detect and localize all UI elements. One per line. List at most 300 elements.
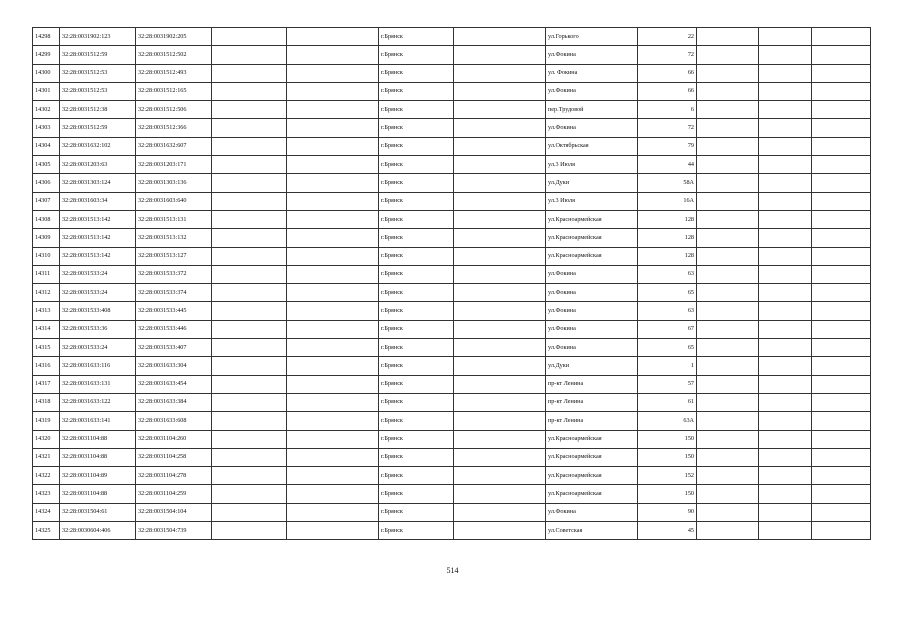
cell-blank-col-11: [759, 82, 812, 100]
cell-blank-col-4: [212, 137, 287, 155]
cell-blank-col-4: [212, 247, 287, 265]
cell-blank-col-7: [454, 137, 546, 155]
cell-blank-col-11: [759, 174, 812, 192]
cell-blank-col-10: [697, 284, 759, 302]
cell-blank-col-11: [759, 28, 812, 46]
cell-blank-col-5: [287, 229, 379, 247]
cell-city: г.Брянск: [379, 357, 454, 375]
cell-row-number: 14302: [33, 101, 60, 119]
cell-blank-col-10: [697, 82, 759, 100]
cell-cadastral-number: 32:28:0031512:59: [60, 119, 136, 137]
cell-blank-col-12: [812, 375, 871, 393]
cell-blank-col-10: [697, 265, 759, 283]
cell-blank-col-7: [454, 229, 546, 247]
cell-house-number: 61: [638, 393, 697, 411]
cell-blank-col-7: [454, 320, 546, 338]
cell-blank-col-11: [759, 284, 812, 302]
table-row: [33, 210, 871, 228]
table-row: [33, 265, 871, 283]
cell-row-number: 14304: [33, 137, 60, 155]
cell-blank-col-7: [454, 156, 546, 174]
cell-object-cadastral-number: 32:28:0031633:608: [136, 412, 212, 430]
cell-house-number: 90: [638, 503, 697, 521]
cell-blank-col-4: [212, 229, 287, 247]
cell-object-cadastral-number: 32:28:0031104:260: [136, 430, 212, 448]
table-row: [33, 503, 871, 521]
cell-blank-col-4: [212, 101, 287, 119]
cell-city: г.Брянск: [379, 430, 454, 448]
cell-street: ул.3 Июля: [546, 156, 638, 174]
cell-object-cadastral-number: 32:28:0031504:739: [136, 522, 212, 540]
cell-blank-col-12: [812, 522, 871, 540]
cell-blank-col-10: [697, 522, 759, 540]
cell-blank-col-5: [287, 393, 379, 411]
cell-object-cadastral-number: 32:28:0031633:454: [136, 375, 212, 393]
cell-object-cadastral-number: 32:28:0031512:366: [136, 119, 212, 137]
table-row: [33, 82, 871, 100]
cell-blank-col-4: [212, 265, 287, 283]
cell-cadastral-number: 32:28:0031633:131: [60, 375, 136, 393]
cell-blank-col-7: [454, 339, 546, 357]
cell-blank-col-7: [454, 284, 546, 302]
cell-blank-col-10: [697, 156, 759, 174]
cell-object-cadastral-number: 32:28:0031633:384: [136, 393, 212, 411]
cell-cadastral-number: 32:28:0030604:406: [60, 522, 136, 540]
cell-cadastral-number: 32:28:0031504:61: [60, 503, 136, 521]
cell-city: г.Брянск: [379, 485, 454, 503]
cell-row-number: 14301: [33, 82, 60, 100]
cell-blank-col-7: [454, 119, 546, 137]
cell-row-number: 14325: [33, 522, 60, 540]
cell-cadastral-number: 32:28:0031513:142: [60, 229, 136, 247]
cell-street: ул.Фокина: [546, 320, 638, 338]
cell-blank-col-7: [454, 448, 546, 466]
cell-blank-col-4: [212, 284, 287, 302]
cell-blank-col-4: [212, 430, 287, 448]
cell-object-cadastral-number: 32:28:0031512:506: [136, 101, 212, 119]
cell-city: г.Брянск: [379, 393, 454, 411]
table-row: [33, 119, 871, 137]
cell-house-number: 58А: [638, 174, 697, 192]
cell-blank-col-5: [287, 503, 379, 521]
cell-blank-col-12: [812, 28, 871, 46]
cell-row-number: 14307: [33, 192, 60, 210]
cell-house-number: 72: [638, 46, 697, 64]
cell-blank-col-7: [454, 467, 546, 485]
cell-cadastral-number: 32:28:0031632:102: [60, 137, 136, 155]
cell-blank-col-12: [812, 448, 871, 466]
cell-blank-col-5: [287, 485, 379, 503]
cell-blank-col-7: [454, 375, 546, 393]
cell-blank-col-7: [454, 28, 546, 46]
cell-blank-col-4: [212, 174, 287, 192]
cell-blank-col-11: [759, 64, 812, 82]
cell-cadastral-number: 32:28:0031633:116: [60, 357, 136, 375]
cell-object-cadastral-number: 32:28:0031533:372: [136, 265, 212, 283]
cell-row-number: 14309: [33, 229, 60, 247]
cell-blank-col-4: [212, 156, 287, 174]
cell-blank-col-11: [759, 339, 812, 357]
cell-blank-col-5: [287, 302, 379, 320]
cell-cadastral-number: 32:28:0031533:36: [60, 320, 136, 338]
cell-city: г.Брянск: [379, 339, 454, 357]
cell-blank-col-12: [812, 503, 871, 521]
table-row: [33, 64, 871, 82]
cell-blank-col-11: [759, 357, 812, 375]
cell-cadastral-number: 32:28:0031512:59: [60, 46, 136, 64]
cell-blank-col-7: [454, 265, 546, 283]
cell-cadastral-number: 32:28:0031633:141: [60, 412, 136, 430]
cell-cadastral-number: 32:28:0031303:124: [60, 174, 136, 192]
cell-street: ул.Советская: [546, 522, 638, 540]
cell-blank-col-11: [759, 247, 812, 265]
cell-blank-col-5: [287, 46, 379, 64]
cell-blank-col-4: [212, 64, 287, 82]
cell-house-number: 57: [638, 375, 697, 393]
cell-blank-col-10: [697, 192, 759, 210]
cell-blank-col-10: [697, 412, 759, 430]
cell-street: ул.Фокина: [546, 339, 638, 357]
table-row: [33, 448, 871, 466]
cell-street: ул. Фокина: [546, 64, 638, 82]
cell-city: г.Брянск: [379, 156, 454, 174]
cell-street: ул.Фокина: [546, 119, 638, 137]
cell-blank-col-12: [812, 320, 871, 338]
table-row: [33, 339, 871, 357]
cell-city: г.Брянск: [379, 375, 454, 393]
cell-blank-col-10: [697, 210, 759, 228]
cell-row-number: 14319: [33, 412, 60, 430]
cell-street: ул.Фокина: [546, 284, 638, 302]
cell-row-number: 14306: [33, 174, 60, 192]
cell-blank-col-5: [287, 375, 379, 393]
cell-row-number: 14300: [33, 64, 60, 82]
cell-cadastral-number: 32:28:0031512:53: [60, 64, 136, 82]
table-row: [33, 28, 871, 46]
cell-city: г.Брянск: [379, 46, 454, 64]
cell-blank-col-12: [812, 357, 871, 375]
cell-blank-col-4: [212, 375, 287, 393]
cell-blank-col-12: [812, 137, 871, 155]
cell-blank-col-7: [454, 503, 546, 521]
table-row: [33, 302, 871, 320]
cell-row-number: 14324: [33, 503, 60, 521]
cell-street: ул.Красноармейская: [546, 210, 638, 228]
cell-house-number: 79: [638, 137, 697, 155]
cell-blank-col-5: [287, 137, 379, 155]
cell-blank-col-11: [759, 192, 812, 210]
cell-house-number: 72: [638, 119, 697, 137]
cell-blank-col-7: [454, 46, 546, 64]
cell-blank-col-5: [287, 82, 379, 100]
cell-city: г.Брянск: [379, 320, 454, 338]
cell-blank-col-5: [287, 357, 379, 375]
cell-object-cadastral-number: 32:28:0031513:132: [136, 229, 212, 247]
cell-cadastral-number: 32:28:0031533:24: [60, 339, 136, 357]
cell-blank-col-12: [812, 284, 871, 302]
cell-blank-col-11: [759, 448, 812, 466]
cell-cadastral-number: 32:28:0031513:142: [60, 210, 136, 228]
cell-city: г.Брянск: [379, 137, 454, 155]
records-table: [32, 27, 871, 540]
cell-street: ул.3 Июля: [546, 192, 638, 210]
cell-blank-col-10: [697, 46, 759, 64]
table-row: [33, 229, 871, 247]
cell-street: пер.Трудовой: [546, 101, 638, 119]
cell-house-number: 67: [638, 320, 697, 338]
cell-house-number: 152: [638, 467, 697, 485]
cell-blank-col-11: [759, 522, 812, 540]
cell-blank-col-10: [697, 64, 759, 82]
cell-blank-col-12: [812, 302, 871, 320]
table-row: [33, 284, 871, 302]
cell-cadastral-number: 32:28:0031633:122: [60, 393, 136, 411]
cell-city: г.Брянск: [379, 247, 454, 265]
cell-city: г.Брянск: [379, 82, 454, 100]
table-row: [33, 430, 871, 448]
cell-blank-col-10: [697, 137, 759, 155]
cell-blank-col-4: [212, 28, 287, 46]
cell-row-number: 14322: [33, 467, 60, 485]
cell-blank-col-4: [212, 467, 287, 485]
cell-blank-col-12: [812, 247, 871, 265]
cell-blank-col-11: [759, 320, 812, 338]
table-row: [33, 101, 871, 119]
cell-blank-col-11: [759, 302, 812, 320]
cell-blank-col-12: [812, 412, 871, 430]
cell-blank-col-4: [212, 320, 287, 338]
cell-blank-col-10: [697, 448, 759, 466]
cell-object-cadastral-number: 32:28:0031512:493: [136, 64, 212, 82]
cell-blank-col-11: [759, 467, 812, 485]
cell-blank-col-12: [812, 265, 871, 283]
cell-city: г.Брянск: [379, 302, 454, 320]
cell-blank-col-5: [287, 412, 379, 430]
cell-blank-col-5: [287, 28, 379, 46]
cell-blank-col-12: [812, 339, 871, 357]
cell-house-number: 150: [638, 448, 697, 466]
cell-street: ул.Фокина: [546, 302, 638, 320]
cell-house-number: 128: [638, 210, 697, 228]
cell-row-number: 14318: [33, 393, 60, 411]
cell-row-number: 14323: [33, 485, 60, 503]
cell-blank-col-7: [454, 430, 546, 448]
cell-city: г.Брянск: [379, 28, 454, 46]
cell-street: ул.Дуки: [546, 174, 638, 192]
cell-row-number: 14299: [33, 46, 60, 64]
cell-object-cadastral-number: 32:28:0031512:502: [136, 46, 212, 64]
cell-object-cadastral-number: 32:28:0031533:407: [136, 339, 212, 357]
cell-blank-col-7: [454, 82, 546, 100]
table-row: [33, 375, 871, 393]
cell-house-number: 63А: [638, 412, 697, 430]
cell-blank-col-11: [759, 101, 812, 119]
cell-blank-col-10: [697, 485, 759, 503]
cell-blank-col-5: [287, 156, 379, 174]
cell-street: ул.Красноармейская: [546, 430, 638, 448]
cell-object-cadastral-number: 32:28:0031513:131: [136, 210, 212, 228]
cell-row-number: 14310: [33, 247, 60, 265]
cell-blank-col-4: [212, 485, 287, 503]
cell-city: г.Брянск: [379, 412, 454, 430]
cell-blank-col-10: [697, 393, 759, 411]
cell-blank-col-7: [454, 101, 546, 119]
cell-blank-col-11: [759, 46, 812, 64]
cell-blank-col-4: [212, 119, 287, 137]
cell-cadastral-number: 32:28:0031533:24: [60, 265, 136, 283]
cell-row-number: 14298: [33, 28, 60, 46]
cell-blank-col-11: [759, 393, 812, 411]
cell-house-number: 66: [638, 64, 697, 82]
cell-blank-col-5: [287, 210, 379, 228]
cell-street: ул.Красноармейская: [546, 448, 638, 466]
cell-blank-col-4: [212, 302, 287, 320]
cell-blank-col-11: [759, 156, 812, 174]
cell-blank-col-5: [287, 247, 379, 265]
cell-street: пр-кт Ленина: [546, 393, 638, 411]
cell-blank-col-11: [759, 210, 812, 228]
table-row: [33, 393, 871, 411]
cell-blank-col-11: [759, 137, 812, 155]
page-number: 514: [446, 566, 459, 575]
cell-city: г.Брянск: [379, 467, 454, 485]
cell-blank-col-7: [454, 210, 546, 228]
cell-blank-col-10: [697, 229, 759, 247]
cell-street: пр-кт Ленина: [546, 412, 638, 430]
cell-blank-col-12: [812, 467, 871, 485]
cell-row-number: 14314: [33, 320, 60, 338]
table-row: [33, 485, 871, 503]
cell-blank-col-11: [759, 119, 812, 137]
cell-cadastral-number: 32:28:0031603:34: [60, 192, 136, 210]
cell-row-number: 14312: [33, 284, 60, 302]
cell-blank-col-5: [287, 192, 379, 210]
cell-city: г.Брянск: [379, 448, 454, 466]
cell-blank-col-5: [287, 448, 379, 466]
cell-blank-col-12: [812, 156, 871, 174]
cell-blank-col-10: [697, 28, 759, 46]
table-row: [33, 357, 871, 375]
cell-cadastral-number: 32:28:0031104:89: [60, 467, 136, 485]
cell-blank-col-5: [287, 430, 379, 448]
cell-city: г.Брянск: [379, 192, 454, 210]
cell-blank-col-4: [212, 448, 287, 466]
cell-blank-col-10: [697, 174, 759, 192]
cell-blank-col-10: [697, 302, 759, 320]
cell-blank-col-12: [812, 485, 871, 503]
cell-row-number: 14311: [33, 265, 60, 283]
cell-row-number: 14321: [33, 448, 60, 466]
cell-cadastral-number: 32:28:0031533:408: [60, 302, 136, 320]
cell-house-number: 65: [638, 339, 697, 357]
cell-blank-col-11: [759, 265, 812, 283]
cell-blank-col-7: [454, 412, 546, 430]
cell-blank-col-7: [454, 522, 546, 540]
cell-row-number: 14317: [33, 375, 60, 393]
cell-blank-col-11: [759, 412, 812, 430]
cell-object-cadastral-number: 32:28:0031533:445: [136, 302, 212, 320]
cell-row-number: 14316: [33, 357, 60, 375]
cell-city: г.Брянск: [379, 101, 454, 119]
cell-blank-col-11: [759, 503, 812, 521]
cell-blank-col-4: [212, 46, 287, 64]
cell-blank-col-7: [454, 393, 546, 411]
records-table-body: [33, 28, 871, 540]
cell-house-number: 6: [638, 101, 697, 119]
cell-city: г.Брянск: [379, 229, 454, 247]
cell-house-number: 150: [638, 430, 697, 448]
cell-blank-col-5: [287, 101, 379, 119]
cell-house-number: 150: [638, 485, 697, 503]
cell-blank-col-12: [812, 210, 871, 228]
cell-street: ул.Октябрьская: [546, 137, 638, 155]
cell-blank-col-5: [287, 467, 379, 485]
cell-blank-col-11: [759, 485, 812, 503]
cell-cadastral-number: 32:28:0031104:88: [60, 448, 136, 466]
cell-blank-col-7: [454, 485, 546, 503]
cell-row-number: 14315: [33, 339, 60, 357]
cell-blank-col-7: [454, 192, 546, 210]
cell-cadastral-number: 32:28:0031512:53: [60, 82, 136, 100]
table-row: [33, 467, 871, 485]
cell-object-cadastral-number: 32:28:0031633:304: [136, 357, 212, 375]
cell-blank-col-10: [697, 467, 759, 485]
cell-blank-col-12: [812, 101, 871, 119]
cell-object-cadastral-number: 32:28:0031104:258: [136, 448, 212, 466]
table-row: [33, 174, 871, 192]
cell-house-number: 1: [638, 357, 697, 375]
table-row: [33, 320, 871, 338]
cell-blank-col-12: [812, 82, 871, 100]
cell-blank-col-4: [212, 339, 287, 357]
cell-blank-col-10: [697, 119, 759, 137]
cell-blank-col-4: [212, 503, 287, 521]
table-row: [33, 156, 871, 174]
cell-cadastral-number: 32:28:0031512:38: [60, 101, 136, 119]
cell-blank-col-4: [212, 210, 287, 228]
cell-blank-col-7: [454, 302, 546, 320]
cell-city: г.Брянск: [379, 503, 454, 521]
cell-blank-col-10: [697, 503, 759, 521]
cell-house-number: 22: [638, 28, 697, 46]
cell-object-cadastral-number: 32:28:0031203:171: [136, 156, 212, 174]
cell-city: г.Брянск: [379, 64, 454, 82]
cell-street: ул.Горького: [546, 28, 638, 46]
cell-row-number: 14320: [33, 430, 60, 448]
cell-blank-col-12: [812, 430, 871, 448]
cell-street: ул.Дуки: [546, 357, 638, 375]
cell-blank-col-5: [287, 284, 379, 302]
cell-blank-col-4: [212, 192, 287, 210]
cell-blank-col-5: [287, 265, 379, 283]
cell-city: г.Брянск: [379, 522, 454, 540]
cell-city: г.Брянск: [379, 174, 454, 192]
cell-blank-col-5: [287, 174, 379, 192]
cell-object-cadastral-number: 32:28:0031533:446: [136, 320, 212, 338]
cell-object-cadastral-number: 32:28:0031104:278: [136, 467, 212, 485]
cell-house-number: 45: [638, 522, 697, 540]
cell-blank-col-7: [454, 64, 546, 82]
cell-object-cadastral-number: 32:28:0031513:127: [136, 247, 212, 265]
cell-blank-col-11: [759, 430, 812, 448]
cell-object-cadastral-number: 32:28:0031533:374: [136, 284, 212, 302]
cell-object-cadastral-number: 32:28:0031512:165: [136, 82, 212, 100]
cell-street: ул.Фокина: [546, 46, 638, 64]
cell-city: г.Брянск: [379, 284, 454, 302]
cell-blank-col-10: [697, 320, 759, 338]
cell-cadastral-number: 32:28:0031104:88: [60, 485, 136, 503]
cell-blank-col-5: [287, 119, 379, 137]
